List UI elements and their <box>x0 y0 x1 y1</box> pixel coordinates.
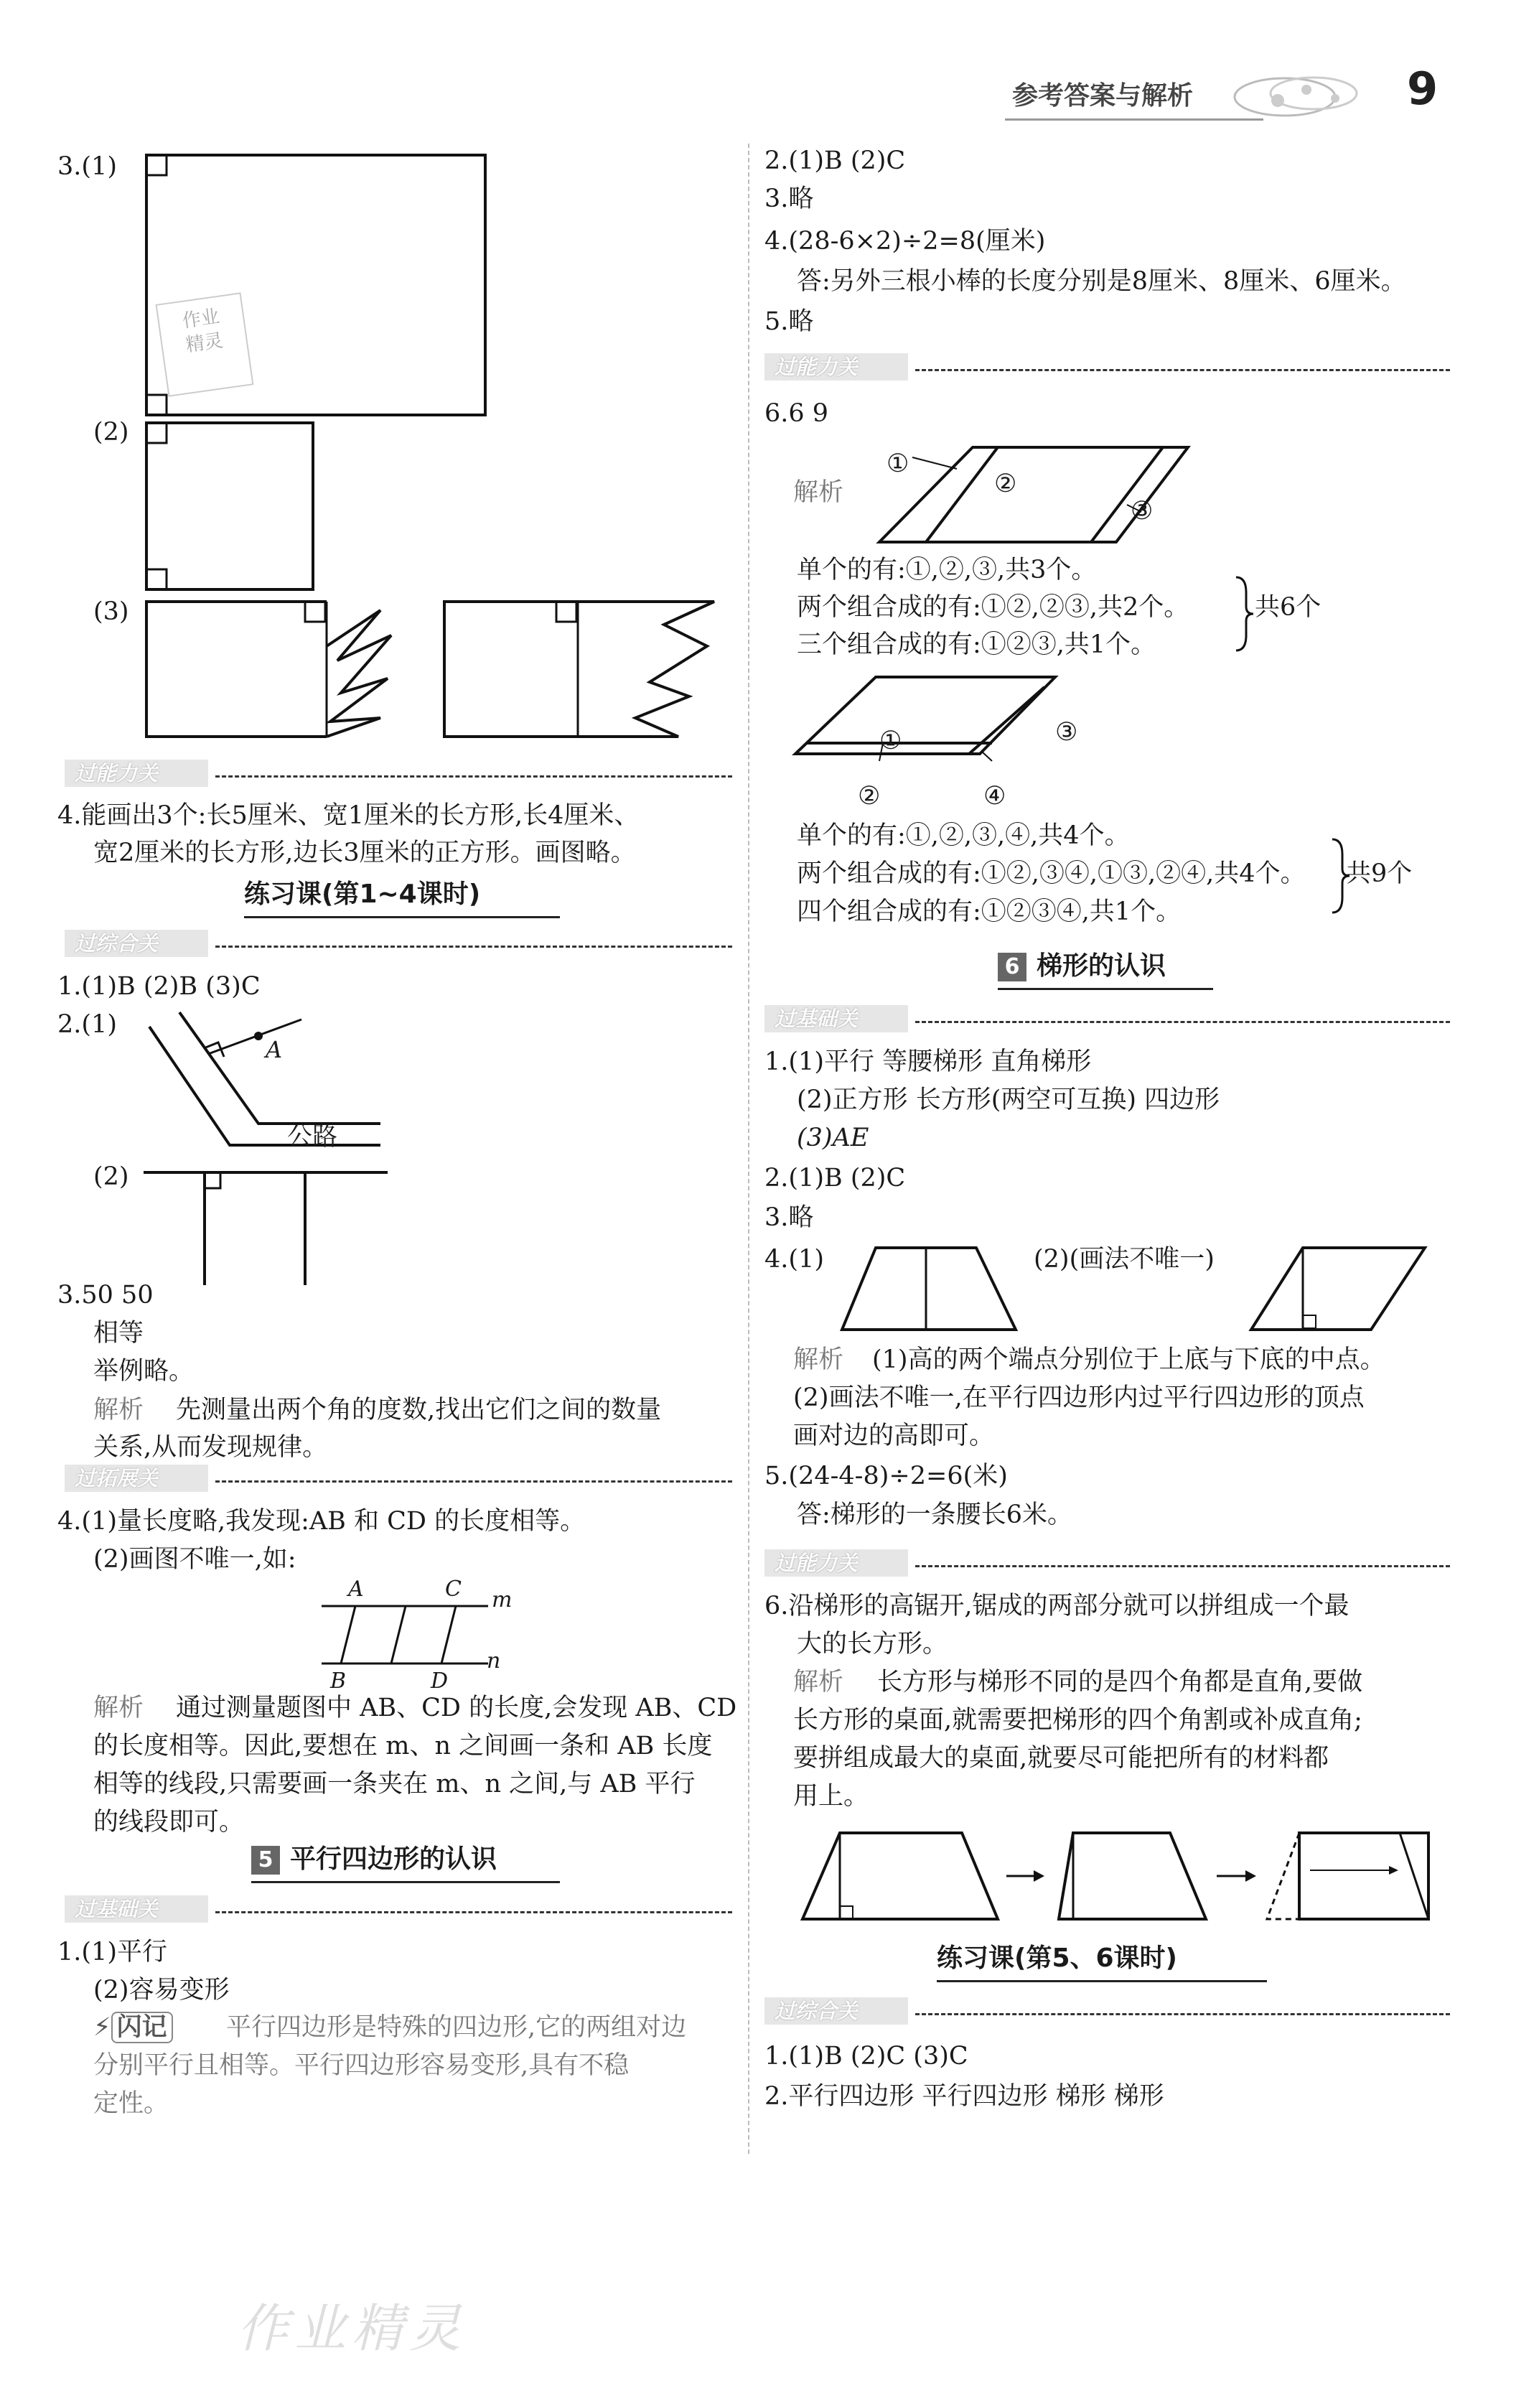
z2-1-label: 2.(1) <box>57 1010 117 1039</box>
flash-note-line1: 平行四边形是特殊的四边形,它的两组对边 <box>226 2013 687 2042</box>
flash-note-line3: 定性。 <box>93 2089 169 2118</box>
t4-analysis-line1: 通过测量题图中 AB、CD 的长度,会发现 AB、CD <box>176 1694 737 1722</box>
t4-analysis-line3: 相等的线段,只需要画一条夹在 m、n 之间,与 AB 平行 <box>93 1770 696 1798</box>
z3-line2: 相等 <box>93 1319 144 1348</box>
b4-analysis-line2: (2)画法不唯一,在平行四边形内过平行四边形的顶点 <box>793 1383 1365 1412</box>
trapezoid-cut-figure <box>797 1827 1443 1928</box>
fig2-mark-1: ① <box>879 727 902 755</box>
b5-line2: 答:梯形的一条腰长6米。 <box>797 1501 1073 1529</box>
n6-analysis-line3: 要拼组成最大的桌面,就要尽可能把所有的材料都 <box>793 1744 1329 1773</box>
b1-line3: (3)AE <box>797 1124 869 1152</box>
b4-analysis-line3: 画对边的高即可。 <box>793 1422 995 1450</box>
s-line2: 两个组合成的有:①②,②③,共2个。 <box>797 593 1189 622</box>
square-figure <box>144 420 330 599</box>
header-title: 参考答案与解析 <box>1012 81 1194 111</box>
stamp-image <box>156 292 254 396</box>
c2-answers: 2.平行四边形 平行四边形 梯形 梯形 <box>764 2082 1164 2111</box>
torn-rectangle-figure-1 <box>144 596 416 739</box>
z1-answers: 1.(1)B (2)B (3)C <box>57 972 261 1001</box>
b5-line1: 5.(24-4-8)÷2=6(米) <box>764 1462 1008 1490</box>
n6-line1: 6.沿梯形的高锯开,锯成的两部分就可以拼组成一个最 <box>764 1592 1349 1620</box>
road-point-a: A <box>266 1036 283 1063</box>
b4-2-label: (2)(画法不唯一) <box>1034 1245 1215 1274</box>
header-decoration-icon <box>1227 68 1371 126</box>
t4-analysis-label: 解析 <box>93 1694 144 1722</box>
section-tag-nengli-left: 过能力关 <box>65 760 732 787</box>
b1-line1: 1.(1)平行 等腰梯形 直角梯形 <box>764 1047 1092 1076</box>
q4-line1: 4.能画出3个:长5厘米、宽1厘米的长方形,长4厘米、 <box>57 801 640 830</box>
u-line3: 四个组合成的有:①②③④,共1个。 <box>797 897 1182 926</box>
b2-answers: 2.(1)B (2)C <box>764 1164 906 1193</box>
fig-label-m: m <box>492 1587 513 1613</box>
parallelogram-figure-2 <box>790 671 1062 765</box>
z3-line1: 3.50 50 <box>57 1281 154 1310</box>
s-line1: 单个的有:①,②,③,共3个。 <box>797 556 1097 584</box>
section-tag-nengli-right-2: 过能力关 <box>764 1549 1450 1577</box>
section-tag-jichu-left: 过基础关 <box>65 1895 732 1923</box>
b3-answer: 3.略 <box>764 1203 814 1232</box>
n6-analysis-line4: 用上。 <box>793 1782 869 1811</box>
z2-2-label: (2) <box>93 1162 129 1191</box>
q3-1-label: 3.(1) <box>57 152 117 181</box>
t4-line2: (2)画图不唯一,如: <box>93 1545 296 1574</box>
section-tag-jichu-right: 过基础关 <box>764 1005 1450 1032</box>
fig1-mark-2: ② <box>994 470 1017 498</box>
n6-line2: 大的长方形。 <box>797 1630 948 1658</box>
parallelogram-figure-1 <box>872 442 1217 549</box>
stamp-line-1: 作业 <box>181 305 221 332</box>
page-number: 9 <box>1407 62 1439 115</box>
practice-banner-2: 练习课(第5、6课时) <box>937 1937 1267 1982</box>
t4-analysis-line4: 的线段即可。 <box>93 1808 245 1837</box>
road-label: 公路 <box>287 1123 338 1152</box>
n6-analysis-line2: 长方形的桌面,就需要把梯形的四个角割或补成直角; <box>793 1706 1362 1735</box>
c1-answers: 1.(1)B (2)C (3)C <box>764 2042 968 2071</box>
z3-line3: 举例略。 <box>93 1357 195 1386</box>
header-underline <box>1005 118 1263 121</box>
r4-line2: 答:另外三根小棒的长度分别是8厘米、8厘米、6厘米。 <box>797 267 1406 296</box>
b4-analysis-label: 解析 <box>793 1345 844 1374</box>
fig-label-b: B <box>330 1669 347 1694</box>
fig2-mark-2: ② <box>858 782 881 811</box>
fig-label-n: n <box>487 1648 501 1674</box>
s-line3: 三个组合成的有:①②③,共1个。 <box>797 630 1156 659</box>
fig-label-a: A <box>348 1577 364 1602</box>
torn-rectangle-figure-2 <box>441 596 729 739</box>
r6-answer: 6.6 9 <box>764 399 829 428</box>
q3-3-label: (3) <box>93 597 129 626</box>
perpendicular-figure <box>144 1167 402 1289</box>
fig1-mark-3: ③ <box>1131 497 1154 526</box>
column-divider <box>748 144 749 2154</box>
j1-line1: 1.(1)平行 <box>57 1938 167 1966</box>
q4-line2: 宽2厘米的长方形,边长3厘米的正方形。画图略。 <box>93 839 636 867</box>
fig2-mark-4: ④ <box>983 782 1006 811</box>
flash-note-label: ⚡ 闪记 <box>93 2010 173 2045</box>
section-6-heading: 6 梯形的认识 <box>998 945 1213 990</box>
q3-2-label: (2) <box>93 418 129 447</box>
brace-icon-1 <box>1233 574 1255 653</box>
lightning-icon: ⚡ <box>93 2013 111 2042</box>
fig1-mark-1: ① <box>887 449 909 478</box>
u-line1: 单个的有:①,②,③,④,共4个。 <box>797 821 1130 850</box>
n6-analysis-label: 解析 <box>793 1668 844 1697</box>
section-5-heading: 5 平行四边形的认识 <box>251 1838 560 1883</box>
z3-analysis-label: 解析 <box>93 1396 144 1424</box>
section-tag-tuozhan-left: 过拓展关 <box>65 1465 732 1492</box>
z3-analysis-line1: 先测量出两个角的度数,找出它们之间的数量 <box>176 1396 662 1424</box>
j1-line2: (2)容易变形 <box>93 1976 230 2005</box>
r5-answer: 5.略 <box>764 307 814 336</box>
r2-answers: 2.(1)B (2)C <box>764 146 906 175</box>
r6-analysis-label: 解析 <box>793 478 844 507</box>
fig2-mark-3: ③ <box>1055 718 1078 747</box>
r3-answer: 3.略 <box>764 185 814 213</box>
b1-line2: (2)正方形 长方形(两空可互换) 四边形 <box>797 1086 1220 1114</box>
header-bar <box>991 62 1479 133</box>
t4-analysis-line2: 的长度相等。因此,要想在 m、n 之间画一条和 AB 长度 <box>93 1732 713 1760</box>
z3-analysis-line2: 关系,从而发现规律。 <box>93 1433 328 1462</box>
trapezoid-figure-1 <box>836 1242 1023 1335</box>
b4-1-label: 4.(1) <box>764 1245 824 1274</box>
section-tag-nengli-right: 过能力关 <box>764 353 1450 381</box>
section-tag-zonghe-left: 过综合关 <box>65 930 732 957</box>
parallelogram-height-figure <box>1245 1242 1432 1335</box>
flash-note-line2: 分别平行且相等。平行四边形容易变形,具有不稳 <box>93 2051 630 2080</box>
s-total: 共6个 <box>1255 593 1322 622</box>
section-tag-zonghe-right: 过综合关 <box>764 1997 1450 2025</box>
u-total: 共9个 <box>1346 859 1413 888</box>
fig-label-d: D <box>431 1669 449 1694</box>
practice-banner-1: 练习课(第1~4课时) <box>244 873 560 918</box>
watermark: 作业精灵 <box>237 2298 467 2358</box>
t4-line1: 4.(1)量长度略,我发现:AB 和 CD 的长度相等。 <box>57 1507 586 1536</box>
n6-analysis-line1: 长方形与梯形不同的是四个角都是直角,要做 <box>877 1668 1363 1697</box>
u-line2: 两个组合成的有:①②,③④,①③,②④,共4个。 <box>797 859 1306 888</box>
fig-label-c: C <box>445 1577 462 1602</box>
b4-analysis-line1: (1)高的两个端点分别位于上底与下底的中点。 <box>872 1345 1385 1374</box>
r4-line1: 4.(28-6×2)÷2=8(厘米) <box>764 227 1046 256</box>
stamp-line-2: 精灵 <box>184 330 225 357</box>
